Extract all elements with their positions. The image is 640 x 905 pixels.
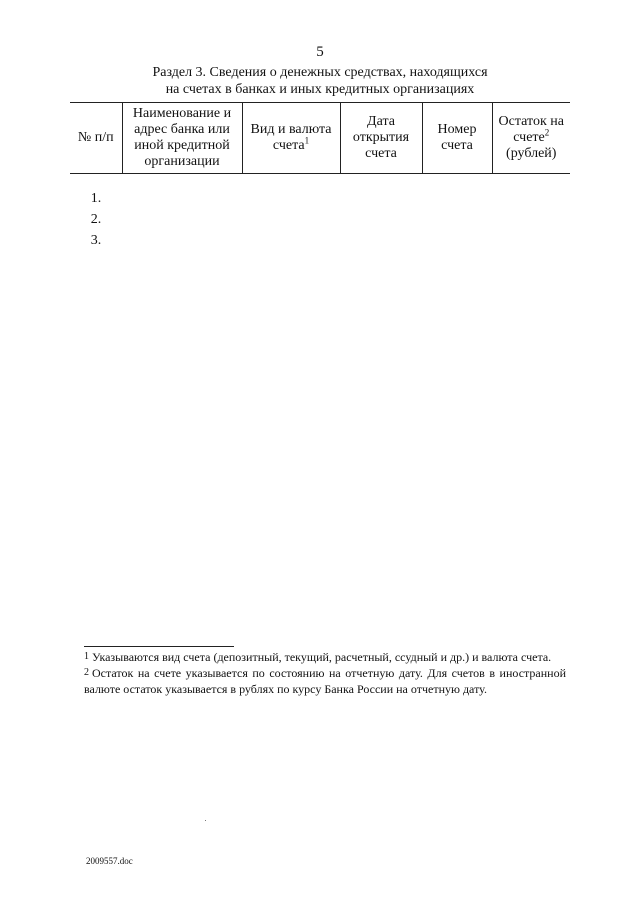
header-account-number: Номер счета bbox=[422, 103, 492, 174]
header-opening-date: Дата открытия счета bbox=[340, 103, 422, 174]
table-header-row bbox=[70, 103, 570, 174]
section-title-line-1: Раздел 3. Сведения о денежных средствах, находящихся bbox=[152, 65, 488, 80]
footnote-ref-1: 1 bbox=[304, 135, 310, 146]
section-title bbox=[80, 64, 560, 98]
file-id: 2009557.doc bbox=[86, 856, 133, 866]
header-account-type-currency: Вид и валюта счета$^1$ bbox=[242, 103, 340, 174]
header-row-number: № п/п bbox=[70, 103, 122, 174]
footnote-divider bbox=[84, 646, 234, 647]
row-number: 1. bbox=[90, 191, 102, 206]
header-bank-name-address: Наименование и адрес банка или иной кредитной организации bbox=[122, 103, 242, 174]
table-row bbox=[70, 230, 570, 251]
footnote-ref-2: 2 bbox=[544, 127, 550, 138]
header-balance: Остаток на счете$^2$ (рублей) bbox=[492, 103, 570, 174]
page-number: 5 bbox=[316, 44, 324, 60]
table-row bbox=[70, 209, 570, 230]
footnote-1: $^1$ Указываются вид счета (депозитный, текущий, расчетный, ссудный и др.) и валюта счета. bbox=[84, 650, 552, 664]
scan-speck bbox=[205, 820, 206, 821]
bank-accounts-table bbox=[70, 102, 570, 251]
footnote-2: $^2$ Остаток на счете указывается по состоянию на отчетную дату. Для счетов в иностранной валюте остаток указывается в рублях по курсу Банка России на отчетную дату. bbox=[84, 666, 566, 696]
row-number: 2. bbox=[90, 212, 102, 227]
table-row bbox=[70, 174, 570, 210]
section-title-line-2: на счетах в банках и иных кредитных организациях bbox=[165, 82, 475, 97]
footnotes bbox=[84, 646, 566, 697]
row-number: 3. bbox=[90, 233, 102, 248]
